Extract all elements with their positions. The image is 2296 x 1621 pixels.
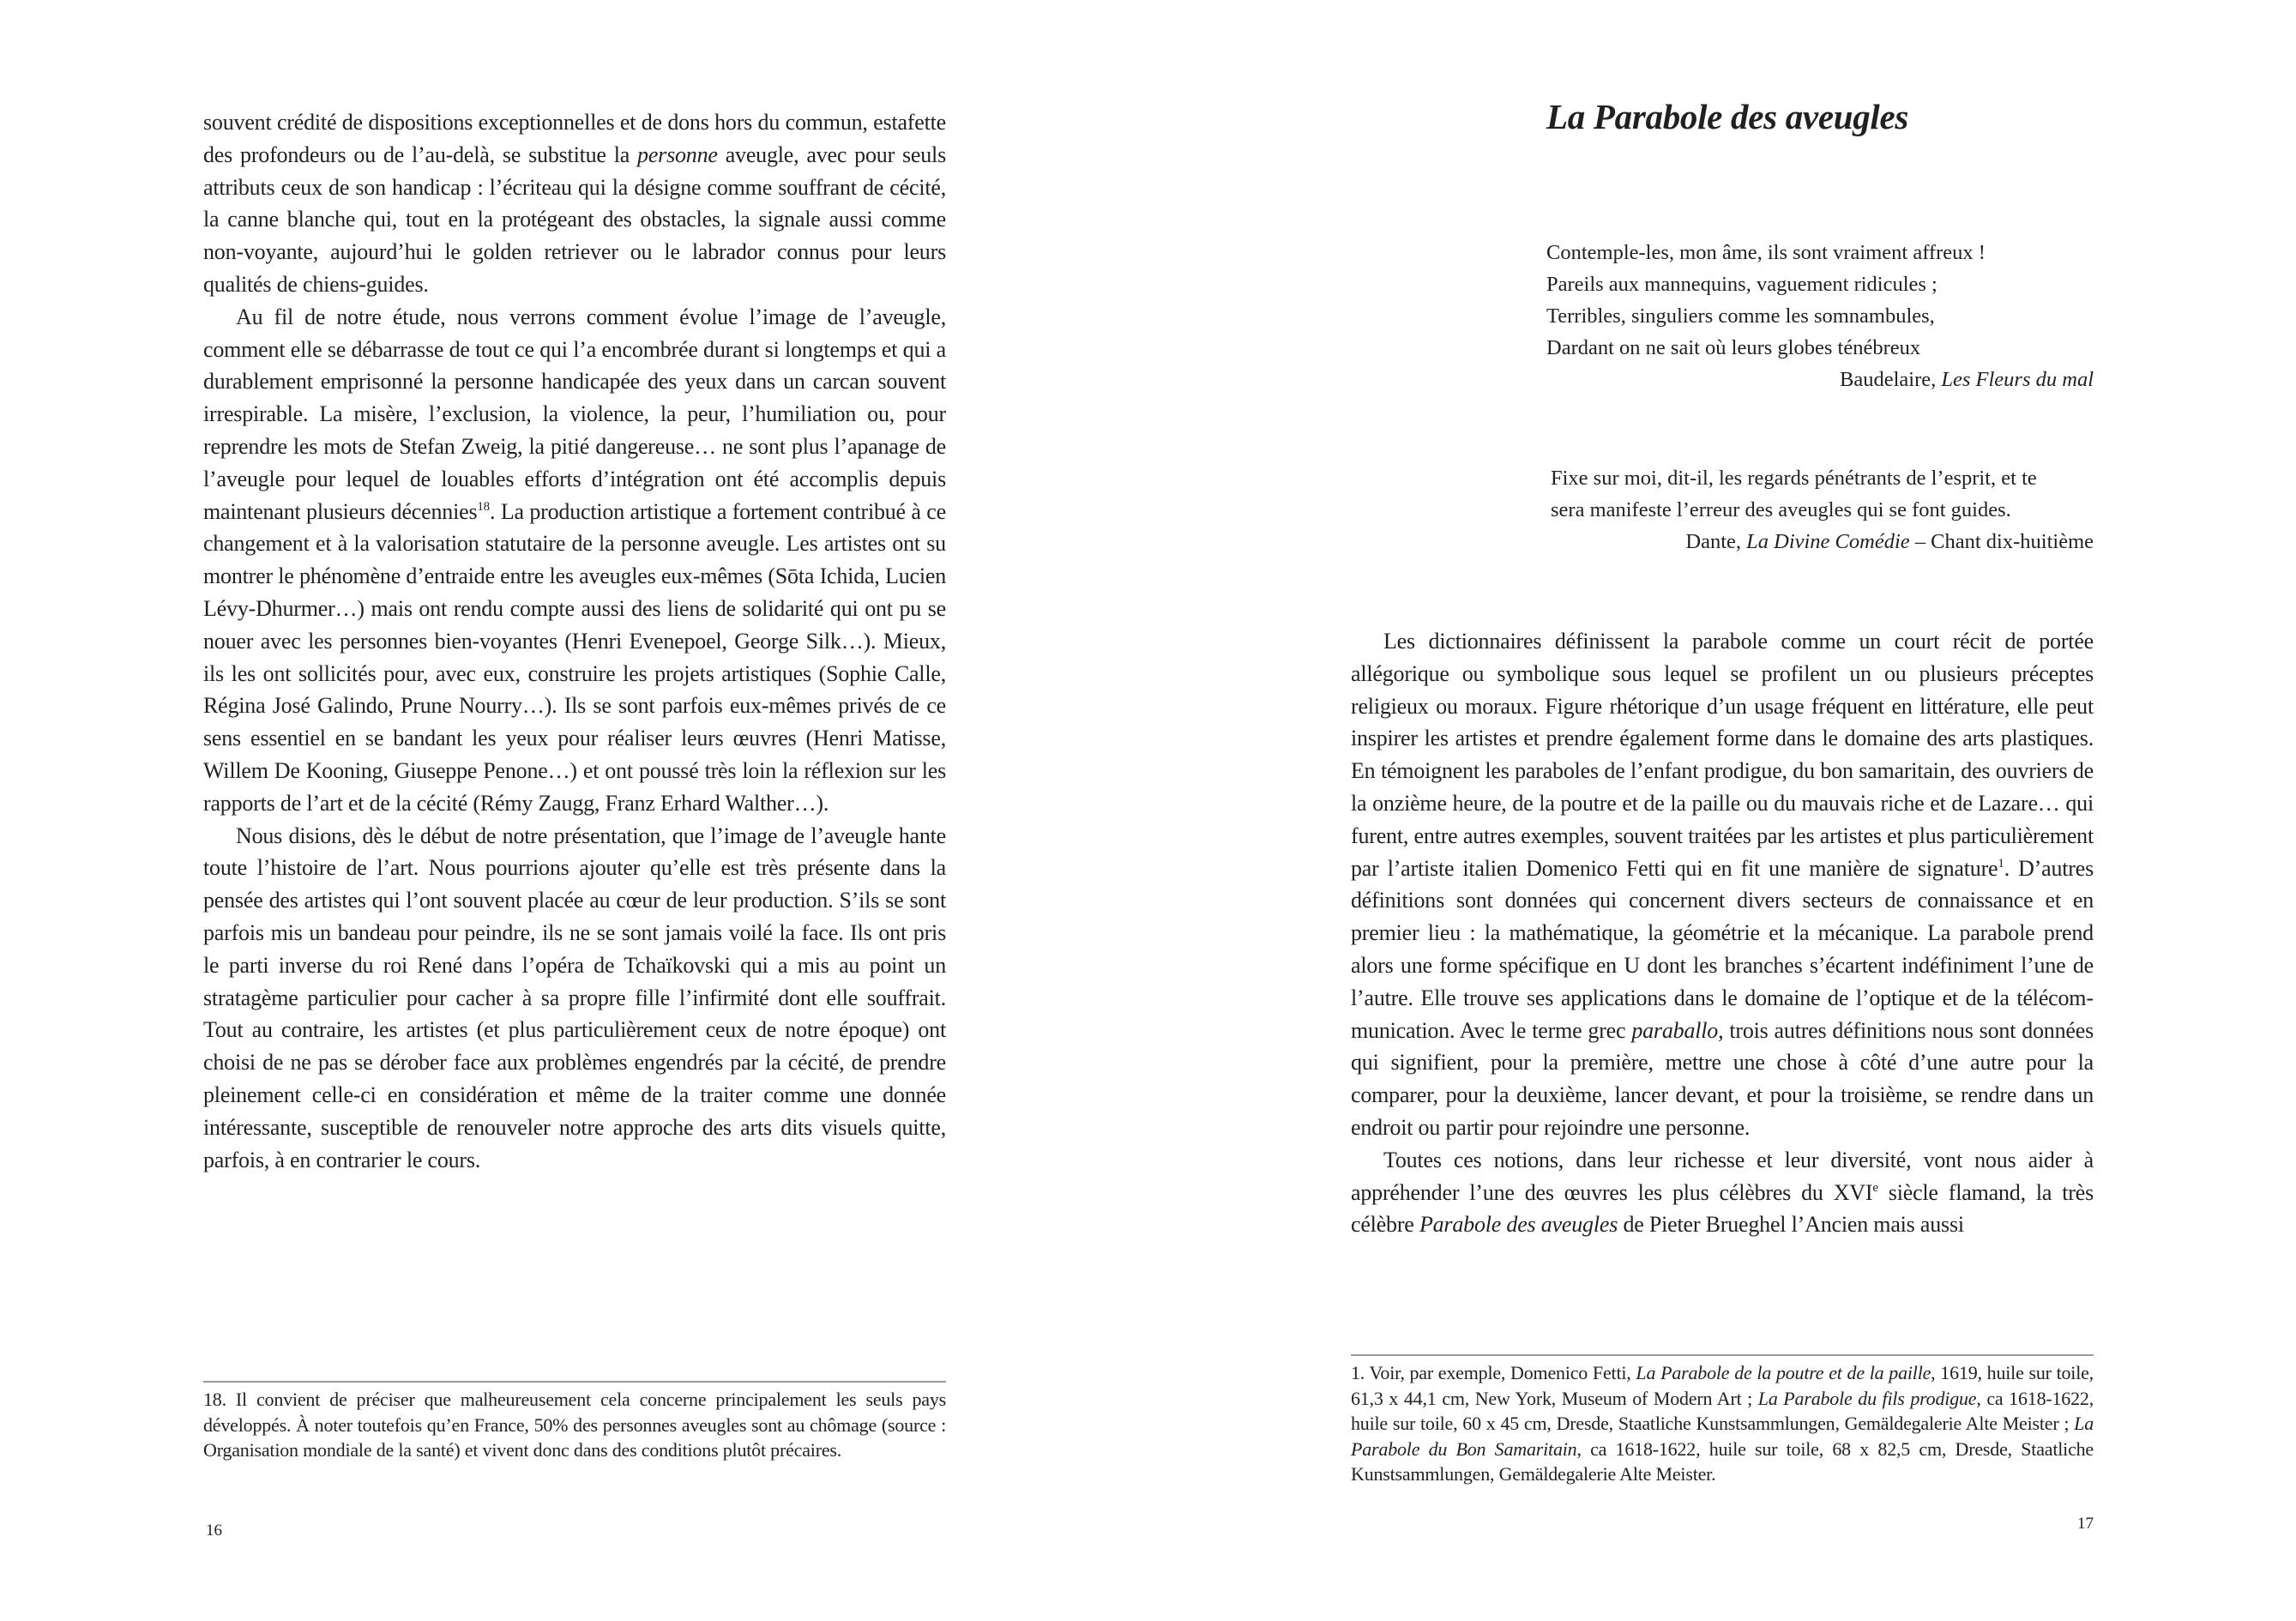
text-run: , trois autres définitions nous sont données qui signifient, pour la première, mettre une chose à côté d’une autre pour la comparer, pour la deuxième, lancer devant, et pour la troisième, se rendre dans un endroit ou partir pour rejoindre une personne. bbox=[1351, 1017, 2094, 1140]
text-run: . D’autres définitions sont données qui concernent divers secteurs de connaissance et en premier lieu : la mathématique, la géométrie et la mécanique. La parabole prend alors une forme spécifique en U dont les branches s’écartent indéfiniment l’une de l’autre. Elle trouve ses applications dans le domaine de l’optique et de la télécommunication. Avec le terme grec bbox=[1351, 855, 2094, 1043]
page-number: 16 bbox=[206, 1522, 222, 1540]
text-run: Nous disions, dès le début de notre présentation, que l’image de l’aveugle hante toute l’histoire de l’art. Nous pourrions ajouter qu’elle est très présente dans la pensée des artistes qui l’ont souvent placée au cœur de leur production. S’ils se sont parfois mis un bandeau pour peindre, ils ne se sont jamais voilé la face. Ils ont pris le parti inverse du roi René dans l’opéra de Tchaïkovski qui a mis au point un stratagème particulier pour cacher à sa propre fille l’infirmité dont elle souffrait. Tout au contraire, les artistes (et plus particulièrement ceux de notre époque) ont choisi de ne pas se dérober face aux problèmes engendrés par la cécité, de prendre pleinement celle-ci en considération et même de la traiter comme une donnée intéressante, susceptible de renouveler notre approche des arts dits visuels quitte, parfois, à en contrarier le cours. bbox=[203, 823, 946, 1172]
text-run: , ca 1618-1622, huile sur toile, 60 x 45 cm, Dresde, Staatliche Kunstsammlungen, Gemäldegalerie Alte Meister ; bbox=[1351, 1387, 2094, 1434]
italic-text: La Parabole de la poutre et de la paille, bbox=[1636, 1362, 1936, 1383]
body-paragraph bbox=[1351, 1144, 2094, 1241]
epigraph-line: Contemple-les, mon âme, ils sont vraiment affreux ! bbox=[1546, 241, 1986, 264]
footnote-1 bbox=[1351, 1360, 2094, 1487]
attribution-suffix: – Chant dix-huitième bbox=[1909, 530, 2094, 553]
text-run: souvent crédité de dispositions exceptionnelles et de dons hors du commun, estafette des profondeurs ou de l’au-delà, se substitue la bbox=[203, 110, 946, 167]
attribution-work: La Divine Comédie bbox=[1746, 530, 1910, 553]
body-paragraph bbox=[1351, 625, 2094, 1144]
text-run: 1619, huile sur toile, 61,3 x 44,1 cm, New York, Museum of Modern Art ; bbox=[1351, 1362, 2094, 1409]
italic-text: La Parabole du Bon Samaritain bbox=[1351, 1413, 2094, 1460]
epigraph-line: Pareils aux mannequins, vaguement ridicules ; bbox=[1546, 273, 1937, 296]
text-run: Toutes ces notions, dans leur richesse et leur diversité, vont nous aider à appréhender l’une des œuvres les plus célèbres du XVI bbox=[1351, 1147, 2094, 1205]
text-run: Les dictionnaires définissent la parabole comme un court récit de portée allégorique ou symbolique sous lequel se profilent un ou plusieurs préceptes religieux ou moraux. Figure rhétorique d’un usage fréquent en littérature, elle peut inspirer les artistes et prendre également forme dans le domaine des arts plastiques. En témoignent les paraboles de l’enfant prodigue, du bon samaritain, des ouvriers de la onzième heure, de la poutre et de la paille ou du mauvais riche et de Lazare… qui furent, entre autres exemples, souvent traitées par les artistes et plus particulièrement par l’artiste italien Domenico Fetti qui en fit une manière de signature bbox=[1351, 629, 2094, 881]
right-page-body bbox=[1351, 625, 2094, 1241]
epigraph-line: sera manifeste l’erreur des aveugles qui se font guides. bbox=[1551, 498, 2011, 521]
epigraph-baudelaire bbox=[1546, 237, 2094, 395]
attribution-author: Dante, bbox=[1685, 530, 1747, 553]
epigraph-line: Terribles, singuliers comme les somnambules, bbox=[1546, 304, 1935, 328]
footnote-reference: e bbox=[1872, 1180, 1878, 1195]
right-page bbox=[1148, 0, 2296, 1621]
footnote-separator bbox=[203, 1381, 946, 1383]
footnote-18: 18. Il convient de préciser que malheureusement cela concerne principalement les seuls pays développés. À noter toutefois qu’en France, 50% des personnes aveugles sont au chômage (source : Organisation mondiale de la santé) et vivent donc dans des conditions plutôt précaires. bbox=[203, 1389, 946, 1461]
epigraph-dante bbox=[1551, 462, 2094, 557]
text-run: aveugle, avec pour seuls attributs ceux de son handicap : l’écriteau qui la désigne comme souffrant de cécité, la canne blanche qui, tout en la protégeant des obstacles, la signale aussi comme non-voyante, aujourd’hui le golden retriever ou le labrador connus pour leurs qualités de chiens-guides. bbox=[203, 142, 946, 297]
footnote-reference: 18 bbox=[477, 499, 490, 514]
text-run: Au fil de notre étude, nous verrons comment évolue l’image de l’aveugle, comment elle se débarrasse de tout ce qui l’a encombrée durant si longtemps et qui a durablement emprisonné la personne handicapée des yeux dans un carcan souvent irrespirable. La misère, l’exclusion, la violence, la peur, l’humiliation ou, pour reprendre les mots de Stefan Zweig, la pitié dangereuse… ne sont plus l’apanage de l’aveugle pour lequel de louables efforts d’intégration ont été accomplis depuis maintenant plusieurs décennies bbox=[203, 304, 946, 524]
page-number: 17 bbox=[2077, 1515, 2094, 1533]
epigraph-attribution bbox=[1551, 526, 2094, 557]
body-paragraph bbox=[203, 820, 946, 1177]
italic-text: personne bbox=[637, 142, 718, 167]
italic-text: Parabole des aveugles bbox=[1419, 1212, 1618, 1238]
footnote-reference: 1 bbox=[1998, 856, 2004, 871]
attribution-author: Baudelaire, bbox=[1840, 368, 1942, 391]
text-run: 1. Voir, par exemple, Domenico Fetti, bbox=[1351, 1362, 1636, 1383]
footnote-separator bbox=[1351, 1354, 2094, 1356]
text-run: . La production artistique a fortement contribué à ce changement et à la valorisation statutaire de la personne aveugle. Les artistes ont su montrer le phénomène d’entraide entre les aveugles eux-mêmes (Sōta Ichida, Lucien Lévy-Dhurmer…) mais ont rendu compte aussi des liens de solidarité qui ont pu se nouer avec les personnes bien-voyantes (Henri Evenepoel, George Silk…). Mieux, ils les ont sollicités pour, avec eux, construire les projets artistiques (Sophie Calle, Régina José Galindo, Prune Nourry…). Ils se sont parfois eux-mêmes privés de ce sens essentiel en se bandant les yeux pour réaliser leurs œuvres (Henri Matisse, Willem De Kooning, Giuseppe Penone…) et ont poussé très loin la réflexion sur les rapports de l’art et de la cécité (Rémy Zaugg, Franz Erhard Walther…). bbox=[203, 498, 946, 816]
text-run: siècle flamand, la très célèbre bbox=[1351, 1179, 2094, 1238]
left-page-body bbox=[203, 106, 946, 1176]
text-run: , ca 1618-1622, huile sur toile, 68 x 82,5 cm, Dresde, Staatliche Kunstsammlungen, Gemäldegalerie Alte Meister. bbox=[1351, 1437, 2094, 1485]
italic-text: paraballo bbox=[1631, 1017, 1719, 1043]
epigraph-attribution bbox=[1546, 364, 2094, 395]
epigraph-line: Dardant on ne sait où leurs globes ténébreux bbox=[1546, 336, 1921, 359]
chapter-title: La Parabole des aveugles bbox=[1546, 97, 1909, 136]
text-run: de Pieter Brueghel l’Ancien mais aussi bbox=[1618, 1212, 1964, 1238]
epigraph-line: Fixe sur moi, dit-il, les regards pénétrants de l’esprit, et te bbox=[1551, 467, 2037, 490]
italic-text: La Parabole du fils prodigue bbox=[1757, 1387, 1977, 1409]
body-paragraph bbox=[203, 301, 946, 820]
attribution-work: Les Fleurs du mal bbox=[1941, 368, 2094, 391]
body-paragraph bbox=[203, 106, 946, 301]
